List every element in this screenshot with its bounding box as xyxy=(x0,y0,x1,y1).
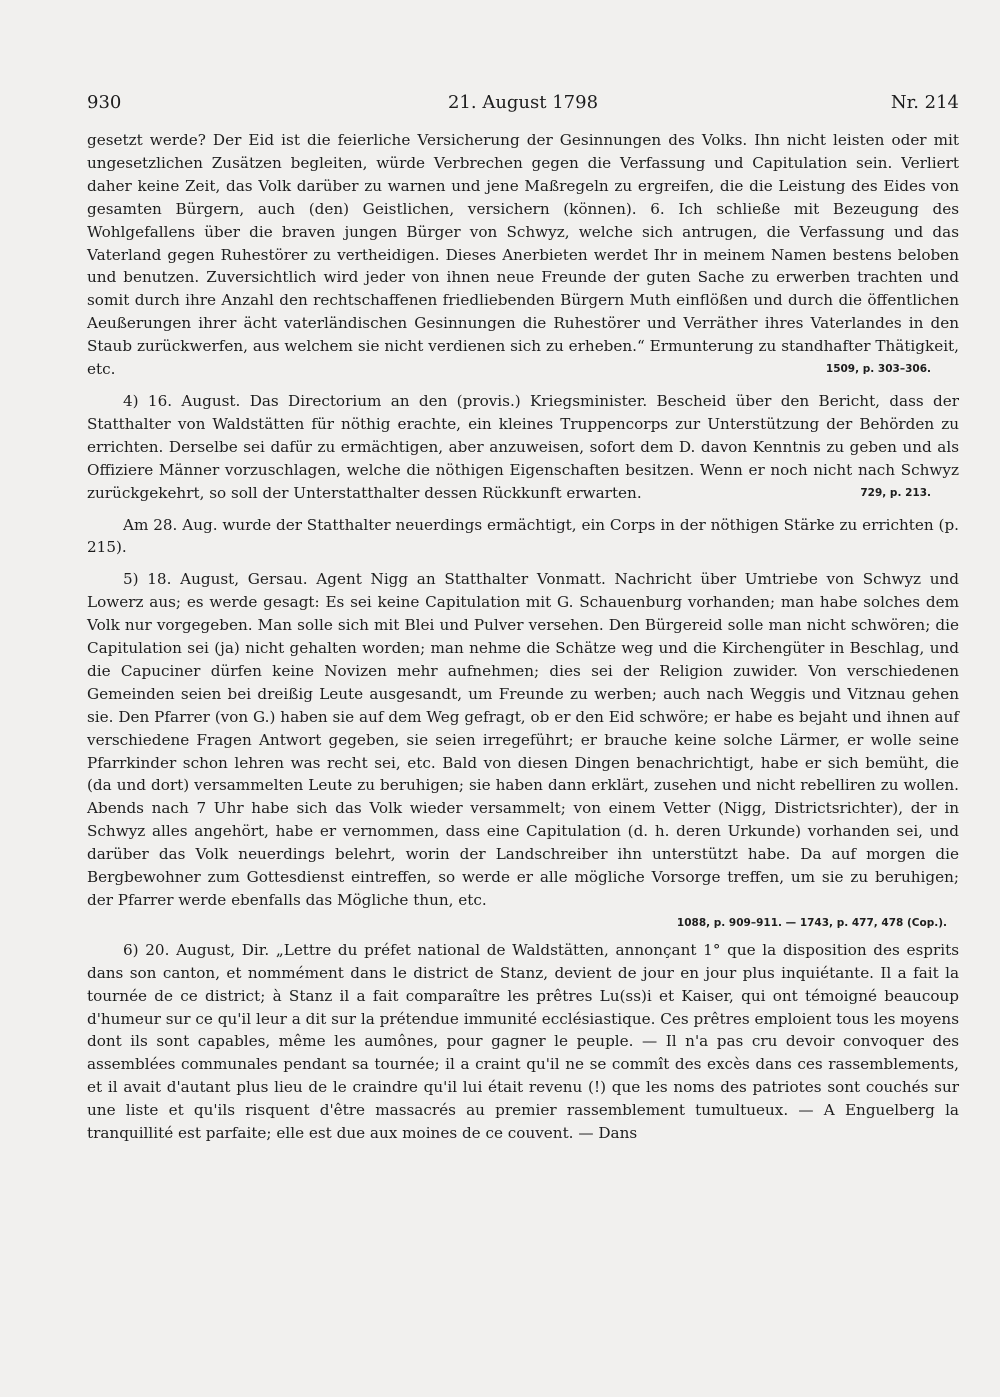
paragraph-entry-5 xyxy=(87,568,959,912)
paragraph-continuation xyxy=(87,129,959,381)
paragraph-note xyxy=(87,514,959,560)
document-body xyxy=(87,129,959,1154)
paragraph-text: 5) 18. August, Gersau. Agent Nigg an Statthalter Vonmatt. Nachricht über Umtriebe von Schwyz und Lowerz aus; es werde gesagt: Es sei keine Capitulation mit G. Schauenburg vorhanden; man habe solches dem Volk nur vorgegeben. Man solle sich mit Blei und Pulver versehen. Den Bürgereid solle man nicht schwören; die Capitulation sei (ja) nicht gehalten worden; man nehme die Schätze weg und die Kirchengüter in Beschlag, und die Capuciner dürfen keine Novizen mehr aufnehmen; dies sei der Religion zuwider. Von verschiedenen Gemeinden seien bei dreißig Leute ausgesandt, um Freunde zu werben; auch nach Weggis und Vitznau gehen sie. Den Pfarrer (von G.) haben sie auf dem Weg gefragt, ob er den Eid schwöre; er habe es bejaht und ihnen auf verschiedene Fragen Antwort gegeben, sie seien irregeführt; er brauche keine solche Lärmer, er wolle seine Pfarrkinder schon lehren was recht sei, etc. Bald von diesen Dingen benachrichtigt, habe er sich bemüht, die (da und dort) versammelten Leute zu beruhigen; sie haben dann erklärt, zusehen und nicht rebelliren zu wollen. Abends nach 7 Uhr habe sich das Volk wieder versammelt; von einem Vetter (Nigg, Districtsrichter), der in Schwyz alles angehört, habe er vernommen, dass eine Capitulation (d. h. deren Urkunde) vorhanden sei, und darüber das Volk neuerdings belehrt, worin der Landschreiber ihn unterstützt habe. Da auf morgen die Bergbewohner zum Gottesdienst eintreffen, so werde er alle mögliche Vorsorge treffen, um sie zu beruhigen; der Pfarrer werde ebenfalls das Mögliche thun, etc. xyxy=(87,570,959,909)
header-date: 21. August 1798 xyxy=(447,92,599,113)
paragraph-text: gesetzt werde? Der Eid ist die feierliche Versicherung der Gesinnungen des Volks. Ihn nicht leisten oder mit ungesetzlichen Zusätzen begleiten, würde Verbrechen gegen die Verfassung und Capitulation sein. Verliert daher keine Zeit, das Volk darüber zu warnen und jene Maßregeln zu ergreifen, die die Leistung des Eides von gesamten Bürgern, auch (den) Geistlichen, versichern (können). 6. Ich schließe mit Bezeugung des Wohlgefallens über die braven jungen Bürger von Schwyz, welche sich antrugen, die Verfassung und das Vaterland gegen Ruhestörer zu vertheidigen. Dieses Anerbieten werdet Ihr in meinem Namen bestens beloben und benutzen. Zuversichtlich wird jeder von ihnen neue Freunde der guten Sache zu erwerben trachten und somit durch ihre Anzahl den rechtschaffenen friedliebenden Bürgern Muth einflößen und durch die öffentlichen Aeußerungen ihrer ächt vaterländischen Gesinnungen die Ruhestörer und Verräther ihres Vaterlandes in den Staub zurückwerfen, aus welchem sie nicht verdienen sich zu erheben.“ Ermunterung zu standhafter Thätigkeit, etc. xyxy=(87,131,959,379)
paragraph-entry-6 xyxy=(87,939,959,1145)
page-header xyxy=(87,92,959,118)
paragraph-text: 4) 16. August. Das Directorium an den (provis.) Kriegsminister. Bescheid über den Bericht, dass der Statthalter von Waldstätten für nöthig erachte, ein kleines Truppencorps zur Unterstützung der Behörden zu errichten. Derselbe sei dafür zu ermächtigen, aber anzuweisen, sofort dem D. davon Kenntnis zu geben und als Offiziere Männer vorzuschlagen, welche die nöthigen Eigenschaften besitzen. Wenn er noch nicht nach Schwyz zurückgekehrt, so soll der Unterstatthalter dessen Rückkunft erwarten. xyxy=(87,391,959,502)
source-reference: 1509, p. 303–306. xyxy=(825,363,931,376)
paragraph-text: 6) 20. August, Dir. „Lettre du préfet national de Waldstätten, annonçant 1° que la disposition des esprits dans son canton, et nommément dans le district de Stanz, devient de jour en jour plus inquiétante. Il a fait la tournée de ce district; à Stanz il a fait comparaître les prêtres Lu(ss)i et Kaiser, qui ont témoigné beaucoup d'humeur sur ce qu'il leur a dit sur la prétendue immunité ecclésiastique. Ces prêtres emploient tous les moyens dont ils sont capables, même les aumônes, pour gagner le peuple. — Il n'a pas cru devoir convoquer des assemblées communales pendant sa tournée; il a craint qu'il ne se commît des excès dans ces rassemblements, et il avait d'autant plus lieu de le craindre qu'il lui était revenu (!) que les noms des patriotes sont couchés sur une liste et qu'ils risquent d'être massacrés au premier rassemblement tumultueux. — A Enguelberg la tranquillité est parfaite; elle est due aux moines de ce couvent. — Dans xyxy=(87,940,959,1143)
document-number: Nr. 214 xyxy=(890,92,959,113)
paragraph-entry-4 xyxy=(87,390,959,505)
page-number: 930 xyxy=(87,92,122,113)
source-reference: 729, p. 213. xyxy=(860,486,931,499)
source-reference: 1088, p. 909–911. — 1743, p. 477, 478 (Cop.). xyxy=(676,916,947,929)
paragraph-text: Am 28. Aug. wurde der Statthalter neuerdings ermächtigt, ein Corps in der nöthigen Stärke zu errichten (p. 215). xyxy=(87,515,959,557)
source-reference-line xyxy=(87,910,959,935)
